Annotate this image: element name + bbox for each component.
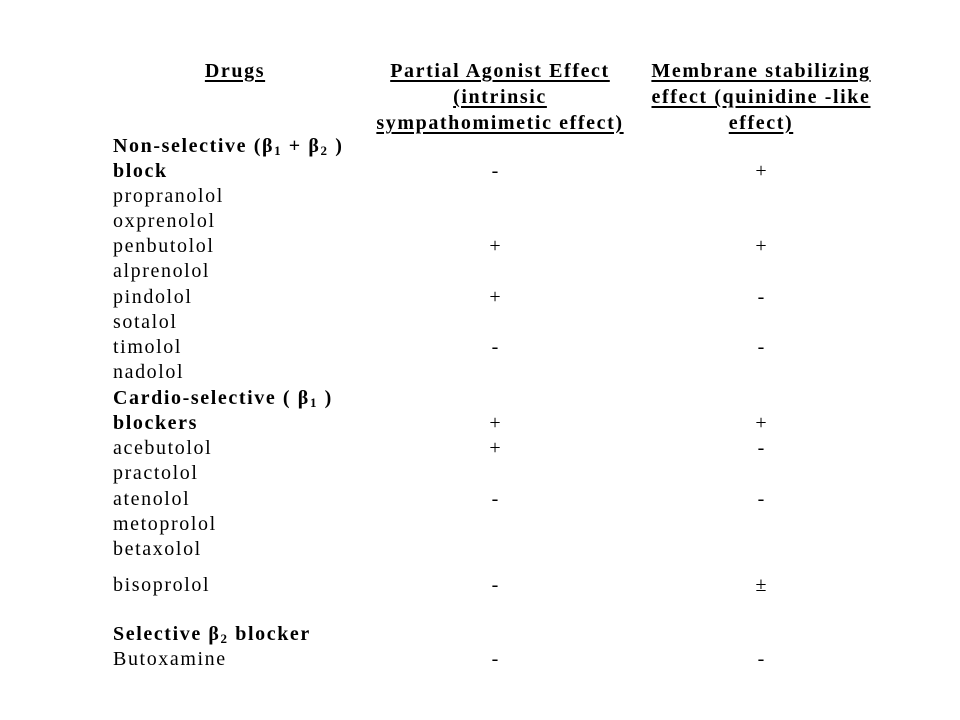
header-drugs-label: Drugs	[204, 60, 266, 82]
table-row	[0, 234, 960, 259]
membrane-stabilizing-value: +	[755, 235, 767, 257]
table-row	[0, 647, 960, 672]
table-row	[0, 487, 960, 512]
header-partial-agonist	[365, 58, 635, 136]
drug-name: timolol	[113, 336, 182, 358]
group-heading-cardioselective	[0, 386, 960, 411]
drug-name: alprenolol	[113, 260, 211, 282]
table-row	[0, 411, 960, 436]
drug-name: acebutolol	[113, 437, 213, 459]
table-row	[0, 573, 960, 598]
group-heading-selective-beta2	[0, 622, 960, 647]
group-label-cardioselective: Cardio-selective ( $\beta_1$ )	[113, 387, 333, 410]
group-heading-nonselective	[0, 134, 960, 159]
table-row	[0, 285, 960, 310]
drug-name: metoprolol	[113, 513, 217, 535]
membrane-stabilizing-value: -	[757, 437, 765, 459]
drug-name: sotalol	[113, 311, 178, 333]
partial-agonist-value: -	[491, 336, 499, 358]
table-row	[0, 310, 960, 335]
drug-name: Butoxamine	[113, 648, 227, 670]
drug-name: atenolol	[113, 488, 191, 510]
membrane-stabilizing-value: +	[755, 412, 767, 434]
membrane-stabilizing-value: -	[757, 286, 765, 308]
drug-name: block	[113, 160, 168, 182]
partial-agonist-value: -	[491, 488, 499, 510]
group-label-nonselective: Non-selective ($\beta_1 + \beta_2$ )	[113, 135, 344, 158]
header-membrane-line-1: Membrane stabilizing	[651, 60, 871, 82]
drug-name: practolol	[113, 462, 199, 484]
header-drugs	[170, 58, 300, 84]
drug-name: bisoprolol	[113, 574, 211, 596]
drug-name: propranolol	[113, 185, 224, 207]
table-row	[0, 335, 960, 360]
header-partial-line-2: (intrinsic	[453, 86, 547, 108]
partial-agonist-value: +	[489, 286, 501, 308]
table-row	[0, 159, 960, 184]
table-row	[0, 436, 960, 461]
table-row	[0, 537, 960, 562]
drug-name: blockers	[113, 412, 199, 434]
partial-agonist-value: -	[491, 160, 499, 182]
table-row	[0, 259, 960, 284]
table-row	[0, 512, 960, 537]
table-row	[0, 360, 960, 385]
partial-agonist-value: +	[489, 437, 501, 459]
membrane-stabilizing-value: -	[757, 648, 765, 670]
header-partial-line-1: Partial Agonist Effect	[390, 60, 610, 82]
partial-agonist-value: -	[491, 648, 499, 670]
membrane-stabilizing-value: ±	[755, 574, 767, 596]
partial-agonist-value: -	[491, 574, 499, 596]
membrane-stabilizing-value: +	[755, 160, 767, 182]
membrane-stabilizing-value: -	[757, 488, 765, 510]
table-row	[0, 461, 960, 486]
header-membrane-line-2: effect (quinidine -like	[651, 86, 871, 108]
membrane-stabilizing-value: -	[757, 336, 765, 358]
drug-name: penbutolol	[113, 235, 215, 257]
drug-name: nadolol	[113, 361, 185, 383]
header-membrane-line-3: effect)	[728, 112, 794, 134]
partial-agonist-value: +	[489, 412, 501, 434]
drug-name: pindolol	[113, 286, 193, 308]
partial-agonist-value: +	[489, 235, 501, 257]
header-partial-line-3: sympathomimetic effect)	[376, 112, 624, 134]
table-row	[0, 184, 960, 209]
table-row	[0, 209, 960, 234]
header-membrane-stabilizing	[636, 58, 886, 136]
group-label-selective-beta2: Selective $\beta_2$ blocker	[113, 623, 311, 646]
drug-name: oxprenolol	[113, 210, 216, 232]
drug-name: betaxolol	[113, 538, 202, 560]
